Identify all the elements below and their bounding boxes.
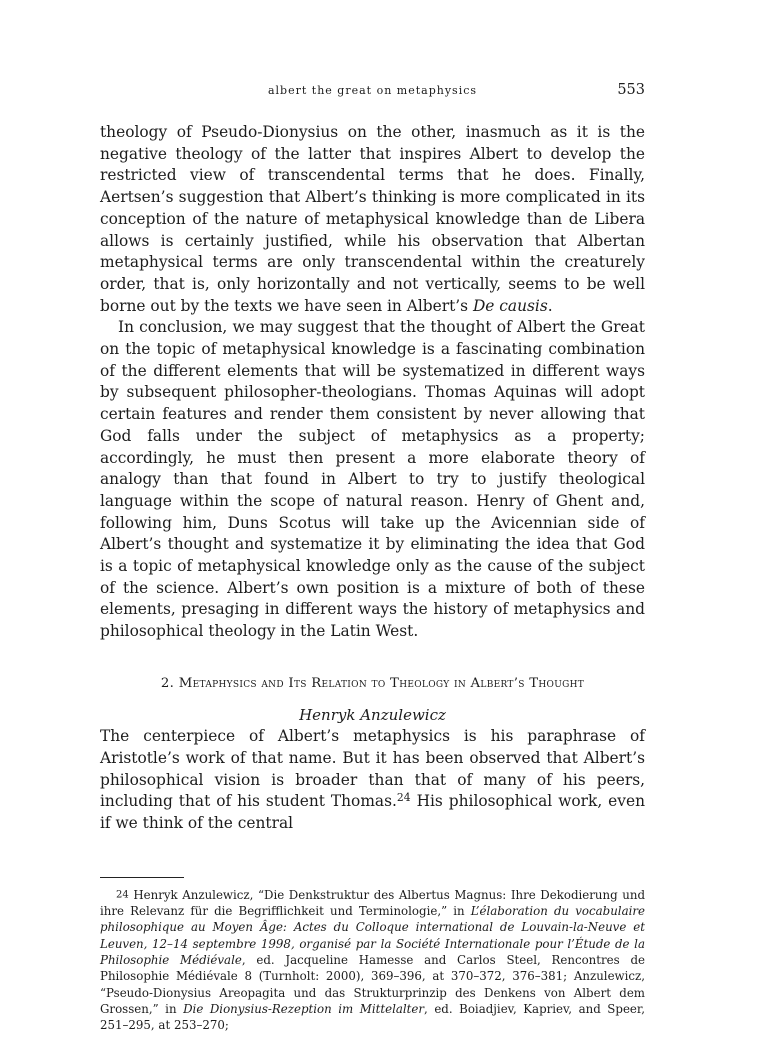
footnote-text [100, 888, 645, 1032]
running-head [100, 82, 645, 104]
footnote-number: 24 [116, 889, 129, 901]
footnote-reference: 24 [396, 791, 411, 805]
section-paragraph-1 [100, 726, 645, 835]
footnote-24 [100, 887, 645, 1034]
text-run: . [547, 296, 553, 315]
text-run: The centerpiece of Albert’s metaphysics is his paraphrase of Aristotle’s work of that name. But it has been observed that Albert’s philosophical vision is broader than that of many of his peers, including that of his student Thomas. [100, 727, 645, 811]
page-number: 553 [617, 82, 645, 98]
text-run: , ed. Jacqueline Hamesse and Carlos Steel, Rencontres de Philosophie Médiévale 8 (Turnholt: 2000), 369–396, at 370–372, 376–381; Anzulewicz, “Pseudo-Dionysius Areopagita und das Strukturprinzip des Denkens von Albert dem Grossen,” in [100, 952, 645, 1016]
italic-text: L’élaboration du vocabulaire philosophique au Moyen Âge: Actes du Colloque international de Louvain-la-Neuve et Leuven, 12–14 septembre 1998, organisé par la Société Internationale pour l’Étude de la Philosophie Médiévale [100, 904, 645, 967]
text-run: His philosophical work, even if we think of the central [100, 792, 645, 833]
italic-text: Die Dionysius-Rezeption im Mittelalter [183, 1001, 425, 1016]
footnote-rule [100, 877, 184, 878]
section-author: Henryk Anzulewicz [299, 705, 446, 724]
text-run: In conclusion, we may suggest that the thought of Albert the Great on the topic of metaphysical knowledge is a fascinating combination of the different elements that will be systematized in different ways by subsequent philosopher-theologians. Thomas Aquinas will adopt certain features and render them consistent by never allowing that God falls under the subject of metaphysics as a property; accordingly, he must then present a more elaborate theory of analogy than that found in Albert to try to justify theological language within the scope of natural reason. Henry of Ghent and, following him, Duns Scotus will take up the Avicennian side of Albert’s thought and systematize it by eliminating the idea that God is a topic of metaphysical knowledge only as the cause of the subject of the science. Albert’s own position is a mixture of both of these elements, presaging in different ways the history of metaphysics and philosophical theology in the Latin West. [100, 318, 645, 641]
running-title: albert the great on metaphysics [267, 84, 478, 97]
italic-text: De causis [472, 296, 548, 315]
text-run: theology of Pseudo-Dionysius on the other, inasmuch as it is the negative theology of the latter that inspires Albert to develop the restricted view of transcendental terms that he does. Finally, Aertsen’s suggestion that Albert’s thinking is more complicated in its conception of the nature of metaphysical knowledge than de Libera allows is certainly justified, while his observation that Albertan metaphysical terms are only transcendental within the creaturely order, that is, only horizontally and not vertically, seems to be well borne out by the texts we have seen in Albert’s [100, 123, 645, 315]
book-page [100, 82, 645, 1045]
text-run: , ed. Boiadjiev, Kapriev, and Speer, 251–295, at 253–270; [100, 1001, 645, 1033]
paragraph-1 [100, 122, 645, 317]
main-text [100, 122, 645, 835]
section-heading: 2. Metaphysics and Its Relation to Theology in Albert’s Thought [160, 675, 585, 691]
text-run: Henryk Anzulewicz, “Die Denkstruktur des Albertus Magnus: Ihre Dekodierung und ihre Relevanz für die Begrifflichkeit und Terminologie,” in [100, 887, 645, 919]
paragraph-2 [100, 317, 645, 643]
